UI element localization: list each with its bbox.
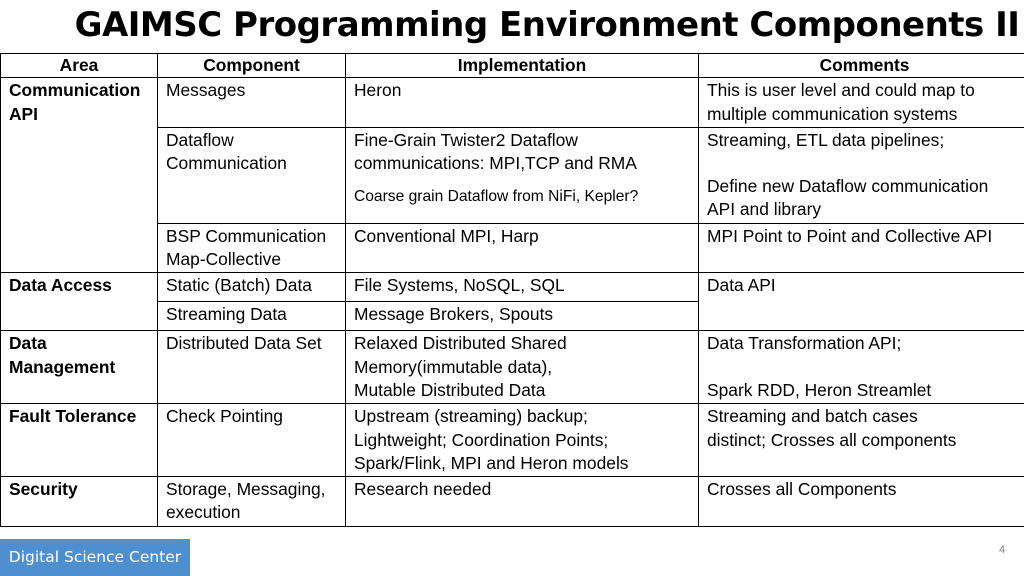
- header-implementation: Implementation: [346, 54, 699, 78]
- comments-data-management: Data Transformation API; Spark RDD, Heron Streamlet: [699, 331, 1024, 404]
- comments-bsp: MPI Point to Point and Collective API: [699, 223, 1024, 273]
- impl-dataflow: Fine-Grain Twister2 Dataflow communications: MPI,TCP and RMA Coarse grain Dataflow from NiFi, Kepler?: [346, 127, 699, 223]
- component-static-data: Static (Batch) Data: [158, 273, 346, 302]
- header-area: Area: [1, 54, 158, 78]
- comments-dataflow: Streaming, ETL data pipelines; Define new Dataflow communication API and library: [699, 127, 1024, 223]
- area-security: Security: [1, 477, 158, 527]
- component-distributed-data-set: Distributed Data Set: [158, 331, 346, 404]
- header-row: [1, 54, 1024, 78]
- header-comments: Comments: [699, 54, 1024, 78]
- area-communication-api: Communication API: [1, 78, 158, 273]
- header-component: Component: [158, 54, 346, 78]
- comments-fault-tolerance: Streaming and batch cases distinct; Crosses all components: [699, 404, 1024, 477]
- component-check-pointing: Check Pointing: [158, 404, 346, 477]
- impl-static-data: File Systems, NoSQL, SQL: [346, 273, 699, 302]
- table-row: [1, 477, 1024, 527]
- table-row: [1, 78, 1024, 128]
- impl-security: Research needed: [346, 477, 699, 527]
- component-bsp: BSP Communication Map-Collective: [158, 223, 346, 273]
- components-table: [0, 53, 1024, 527]
- impl-heron: Heron: [346, 78, 699, 128]
- component-streaming-data: Streaming Data: [158, 302, 346, 331]
- page-number: 4: [999, 544, 1006, 556]
- table-row: [1, 404, 1024, 477]
- component-dataflow: Dataflow Communication: [158, 127, 346, 223]
- component-messages: Messages: [158, 78, 346, 128]
- page-title: GAIMSC Programming Environment Components II: [74, 5, 1020, 45]
- table-row: [1, 331, 1024, 404]
- table-row: [1, 273, 1024, 302]
- impl-streaming-data: Message Brokers, Spouts: [346, 302, 699, 331]
- comments-messages: This is user level and could map to multiple communication systems: [699, 78, 1024, 128]
- impl-distributed-data-set: Relaxed Distributed Shared Memory(immutable data), Mutable Distributed Data: [346, 331, 699, 404]
- impl-fault-tolerance: Upstream (streaming) backup; Lightweight; Coordination Points; Spark/Flink, MPI and Heron models: [346, 404, 699, 477]
- impl-bsp: Conventional MPI, Harp: [346, 223, 699, 273]
- digital-science-center-badge: Digital Science Center: [0, 539, 190, 576]
- comments-data-access: Data API: [699, 273, 1024, 331]
- area-data-access: Data Access: [1, 273, 158, 331]
- area-data-management: Data Management: [1, 331, 158, 404]
- area-fault-tolerance: Fault Tolerance: [1, 404, 158, 477]
- component-storage-messaging: Storage, Messaging, execution: [158, 477, 346, 527]
- comments-security: Crosses all Components: [699, 477, 1024, 527]
